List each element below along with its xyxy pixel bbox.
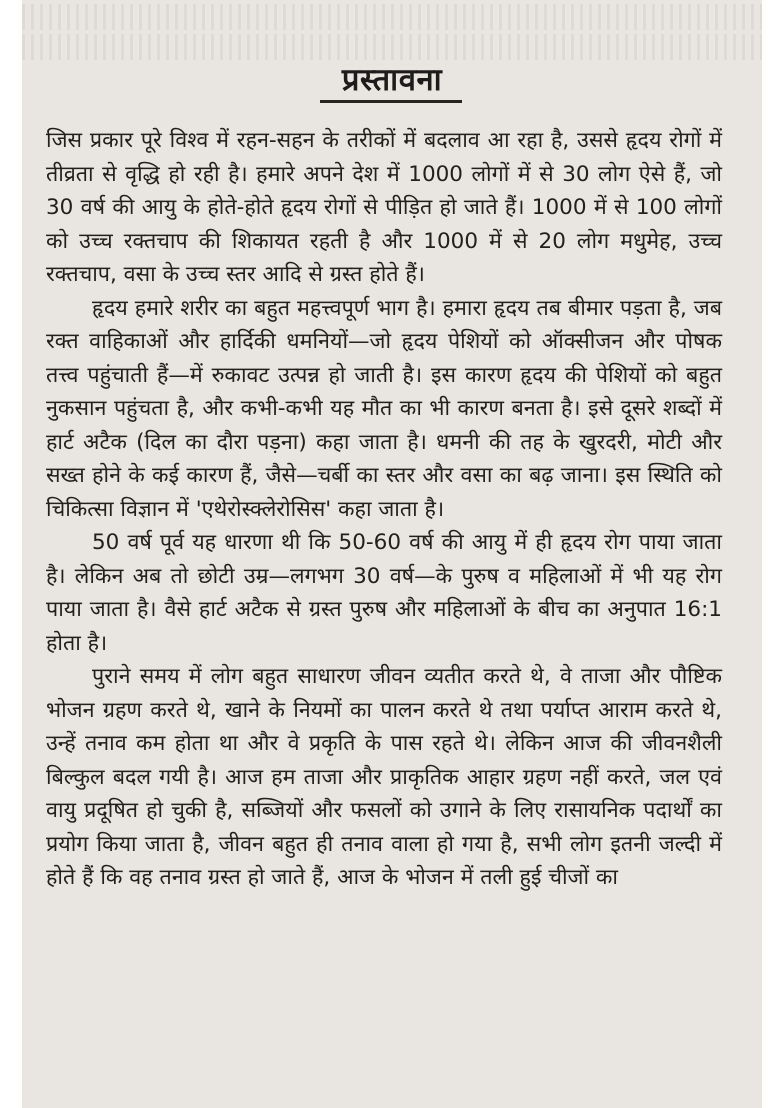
paragraph-4: पुराने समय में लोग बहुत साधारण जीवन व्यतीत करते थे, वे ताजा और पौष्टिक भोजन ग्रहण करते थे, खाने के नियमों का पालन करते थे तथा पर्याप्त आराम करते थे, उन्हें तनाव कम होता था और वे प्रकृति के पास रहते थे। लेकिन आज की जीवनशैली बिल्कुल बदल गयी है। आज हम ताजा और प्राकृतिक आहार ग्रहण नहीं करते, जल एवं वायु प्रदूषित हो चुकी है, सब्जियों और फसलों को उगाने के लिए रासायनिक पदार्थों का प्रयोग किया जाता है, जीवन बहुत ही तनाव वाला हो गया है, सभी लोग इतनी जल्दी में होते हैं कि वह तनाव ग्रस्त हो जाते हैं, आज के भोजन में तली हुई चीजों का xyxy=(46,664,723,890)
title-underline xyxy=(320,100,462,103)
show-through-text-second xyxy=(22,34,762,60)
paragraph-3: 50 वर्ष पूर्व यह धारणा थी कि 50-60 वर्ष की आयु में ही हृदय रोग पाया जाता है। लेकिन अब तो छोटी उम्र—लगभग 30 वर्ष—के पुरुष व महिलाओं में भी यह रोग पाया जाता है। वैसे हार्ट अटैक से ग्रस्त पुरुष और महिलाओं के बीच का अनुपात 16:1 होता है। xyxy=(46,530,722,656)
show-through-text-top xyxy=(22,4,762,30)
paragraph-1: जिस प्रकार पूरे विश्व में रहन-सहन के तरीकों में बदलाव आ रहा है, उससे हृदय रोगों में तीव्रता से वृद्धि हो रही है। हमारे अपने देश में 1000 लोगों में से 30 लोग ऐसे हैं, जो 30 वर्ष की आयु के होते-होते हृदय रोगों से पीड़ित हो जाते हैं। 1000 में से 100 लोगों को उच्च रक्तचाप की शिकायत रहती है और 1000 में से 20 लोग मधुमेह, उच्च रक्तचाप, वसा के उच्च स्तर आदि से ग्रस्त होते हैं। xyxy=(46,128,722,287)
page-title: प्रस्तावना xyxy=(341,62,443,98)
paragraph-2: हृदय हमारे शरीर का बहुत महत्त्वपूर्ण भाग है। हमारा हृदय तब बीमार पड़ता है, जब रक्त वाहिकाओं और हार्दिकी धमनियों—जो हृदय पेशियों को ऑक्सीजन और पोषक तत्त्व पहुंचाती हैं—में रुकावट उत्पन्न हो जाती है। इस कारण हृदय की पेशियों को बहुत नुकसान पहुंचता है, और कभी-कभी यह मौत का भी कारण बनता है। इसे दूसरे शब्दों में हार्ट अटैक (दिल का दौरा पड़ना) कहा जाता है। धमनी की तह के खुरदरी, मोटी और सख्त होने के कई कारण हैं, जैसे—चर्बी का स्तर और वसा का बढ़ जाना। इस स्थिति को चिकित्सा विज्ञान में 'एथेरोस्क्लेरोसिस' कहा जाता है। xyxy=(46,295,722,522)
book-page xyxy=(22,0,762,1108)
page-margin-edge xyxy=(762,0,780,1108)
body-text xyxy=(46,124,722,895)
